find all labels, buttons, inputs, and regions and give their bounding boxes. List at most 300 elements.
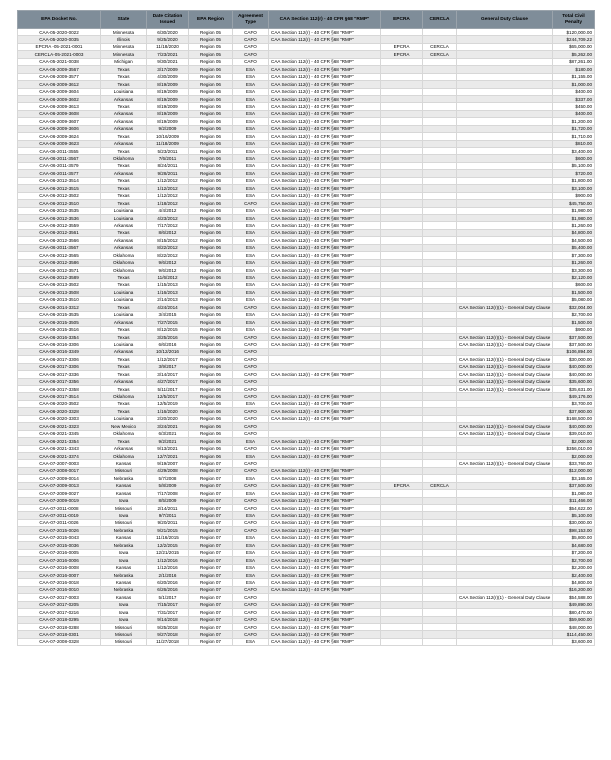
table-row xyxy=(18,616,595,623)
cercla-cell xyxy=(423,408,457,415)
epcra-cell xyxy=(381,542,423,549)
gdc-cell: CAA Section 112(r)(1) - General Duty Clause xyxy=(457,460,553,467)
date-cell: 8/12/2015 xyxy=(147,326,189,333)
epcra-cell xyxy=(381,237,423,244)
agreement-cell: CAFO xyxy=(233,371,269,378)
state-cell: Arkansas xyxy=(101,237,147,244)
caa-rmp-cell: CAA Section 112(r) - 40 CFR §68 "RMP" xyxy=(269,512,381,519)
region-cell: Region 07 xyxy=(189,609,233,616)
penalty-cell: $30,000.00 xyxy=(553,356,595,363)
region-cell: Region 06 xyxy=(189,148,233,155)
region-cell: Region 06 xyxy=(189,311,233,318)
table-row xyxy=(18,430,595,437)
table-row xyxy=(18,200,595,207)
caa-rmp-cell xyxy=(269,460,381,467)
state-cell: Iowa xyxy=(101,497,147,504)
agreement-cell: ESA xyxy=(233,557,269,564)
region-cell: Region 06 xyxy=(189,267,233,274)
region-cell: Region 06 xyxy=(189,319,233,326)
cercla-cell xyxy=(423,214,457,221)
docket-cell: EPCRA -05-2021-0001 xyxy=(18,43,101,50)
docket-cell: CAA-06-2017-3306 xyxy=(18,356,101,363)
table-row xyxy=(18,214,595,221)
date-cell: 1/12/2016 xyxy=(147,557,189,564)
region-cell: Region 07 xyxy=(189,475,233,482)
penalty-cell: $900.00 xyxy=(553,326,595,333)
cercla-cell xyxy=(423,586,457,593)
caa-rmp-cell xyxy=(269,594,381,601)
docket-cell: CAA-06-2017-3306 xyxy=(18,363,101,370)
caa-rmp-cell: CAA Section 112(r) - 40 CFR §68 "RMP" xyxy=(269,549,381,556)
docket-cell: CAA-07-2008-0017 xyxy=(18,467,101,474)
region-cell: Region 06 xyxy=(189,415,233,422)
docket-cell: CAA-06-2012-3561 xyxy=(18,229,101,236)
region-cell: Region 06 xyxy=(189,393,233,400)
state-cell: Illinois xyxy=(101,36,147,43)
cercla-cell xyxy=(423,557,457,564)
region-cell: Region 06 xyxy=(189,371,233,378)
cercla-cell xyxy=(423,110,457,117)
state-cell: Kansas xyxy=(101,594,147,601)
caa-rmp-cell: CAA Section 112(r) - 40 CFR §68 "RMP" xyxy=(269,274,381,281)
cercla-cell xyxy=(423,423,457,430)
cercla-cell xyxy=(423,624,457,631)
docket-cell: CAA-06-2011-3577 xyxy=(18,170,101,177)
region-cell: Region 06 xyxy=(189,289,233,296)
caa-rmp-cell: CAA Section 112(r) - 40 CFR §68 "RMP" xyxy=(269,505,381,512)
penalty-cell: $45,750.00 xyxy=(553,200,595,207)
epcra-cell xyxy=(381,73,423,80)
state-cell: Kansas xyxy=(101,579,147,586)
cercla-cell xyxy=(423,222,457,229)
date-cell: 7/31/2017 xyxy=(147,609,189,616)
region-cell: Region 06 xyxy=(189,73,233,80)
docket-cell: CAA-06-2009-3577 xyxy=(18,73,101,80)
cercla-cell xyxy=(423,289,457,296)
cercla-cell xyxy=(423,467,457,474)
region-cell: Region 07 xyxy=(189,571,233,578)
docket-cell: CAA-06-2013-3510 xyxy=(18,296,101,303)
cercla-cell xyxy=(423,88,457,95)
caa-rmp-cell: CAA Section 112(r) - 40 CFR §68 "RMP" xyxy=(269,586,381,593)
date-cell: 11/18/2020 xyxy=(147,43,189,50)
agreement-cell: ESA xyxy=(233,73,269,80)
penalty-cell: $5,100.00 xyxy=(553,512,595,519)
gdc-cell xyxy=(457,125,553,132)
region-cell: Region 06 xyxy=(189,185,233,192)
gdc-cell: CAA Section 112(r)(1) - General Duty Clause xyxy=(457,304,553,311)
epcra-cell: EPCRA xyxy=(381,482,423,489)
caa-rmp-cell: CAA Section 112(r) - 40 CFR §68 "RMP" xyxy=(269,341,381,348)
date-cell: 11/18/2009 xyxy=(147,140,189,147)
gdc-cell xyxy=(457,571,553,578)
docket-cell: CAA-06-2012-3589 xyxy=(18,274,101,281)
state-cell: Iowa xyxy=(101,512,147,519)
table-row xyxy=(18,408,595,415)
docket-cell: CAA-06-2009-3623 xyxy=(18,140,101,147)
gdc-cell xyxy=(457,36,553,43)
agreement-cell: ESA xyxy=(233,207,269,214)
state-cell: Texas xyxy=(101,304,147,311)
region-cell: Region 06 xyxy=(189,296,233,303)
penalty-cell: $40,000.00 xyxy=(553,371,595,378)
penalty-cell: $3,165.00 xyxy=(553,475,595,482)
cercla-cell xyxy=(423,378,457,385)
table-row xyxy=(18,512,595,519)
docket-cell: CAA-05-2020-0022 xyxy=(18,29,101,36)
gdc-cell xyxy=(457,482,553,489)
agreement-cell: ESA xyxy=(233,571,269,578)
epcra-cell xyxy=(381,631,423,638)
caa-rmp-cell: CAA Section 112(r) - 40 CFR §68 "RMP" xyxy=(269,482,381,489)
gdc-cell xyxy=(457,505,553,512)
cercla-cell xyxy=(423,237,457,244)
state-cell: Oklahoma xyxy=(101,267,147,274)
cercla-cell xyxy=(423,475,457,482)
table-row xyxy=(18,564,595,571)
region-cell: Region 06 xyxy=(189,386,233,393)
date-cell: 1/12/2012 xyxy=(147,185,189,192)
agreement-cell: CAFO xyxy=(233,631,269,638)
date-cell: 7/6/2011 xyxy=(147,155,189,162)
state-cell: Missouri xyxy=(101,467,147,474)
docket-cell: CAA-05-2021-0038 xyxy=(18,58,101,65)
table-row xyxy=(18,110,595,117)
table-row xyxy=(18,557,595,564)
date-cell: 11/16/2015 xyxy=(147,534,189,541)
gdc-cell xyxy=(457,110,553,117)
table-row xyxy=(18,259,595,266)
epcra-cell xyxy=(381,252,423,259)
table-row xyxy=(18,237,595,244)
gdc-cell xyxy=(457,512,553,519)
docket-cell: CAA-06-2013-3508 xyxy=(18,289,101,296)
cercla-cell xyxy=(423,252,457,259)
gdc-cell xyxy=(457,557,553,564)
region-cell: Region 06 xyxy=(189,244,233,251)
date-cell: 8/22/2012 xyxy=(147,252,189,259)
date-cell: 12/7/2021 xyxy=(147,452,189,459)
docket-cell: CAA-07-2009-0019 xyxy=(18,497,101,504)
region-cell: Region 06 xyxy=(189,400,233,407)
caa-rmp-cell: CAA Section 112(r) - 40 CFR §68 "RMP" xyxy=(269,519,381,526)
penalty-cell: $5,800.00 xyxy=(553,534,595,541)
epcra-cell xyxy=(381,140,423,147)
agreement-cell: ESA xyxy=(233,319,269,326)
epcra-cell xyxy=(381,341,423,348)
table-row xyxy=(18,460,595,467)
state-cell: Kansas xyxy=(101,482,147,489)
gdc-cell: CAA Section 112(r)(1) - General Duty Clause xyxy=(457,423,553,430)
epcra-cell xyxy=(381,207,423,214)
agreement-cell: ESA xyxy=(233,88,269,95)
penalty-cell: $1,980.00 xyxy=(553,214,595,221)
agreement-cell: ESA xyxy=(233,400,269,407)
agreement-cell: ESA xyxy=(233,490,269,497)
epcra-cell xyxy=(381,549,423,556)
epcra-cell xyxy=(381,289,423,296)
penalty-cell: $2,200.00 xyxy=(553,564,595,571)
epcra-cell xyxy=(381,304,423,311)
date-cell: 10/16/2009 xyxy=(147,133,189,140)
state-cell: Iowa xyxy=(101,609,147,616)
docket-cell: CAA-06-2012-3510 xyxy=(18,200,101,207)
date-cell: 12/5/2017 xyxy=(147,393,189,400)
gdc-cell xyxy=(457,207,553,214)
epcra-cell xyxy=(381,125,423,132)
penalty-cell: $7,300.00 xyxy=(553,252,595,259)
date-cell: 5/7/2008 xyxy=(147,475,189,482)
region-cell: Region 06 xyxy=(189,408,233,415)
table-row xyxy=(18,356,595,363)
penalty-cell: $1,000.00 xyxy=(553,81,595,88)
docket-cell: CAA-06-2009-3604 xyxy=(18,88,101,95)
col-header-state: State xyxy=(101,11,147,29)
caa-rmp-cell: CAA Section 112(r) - 40 CFR §68 "RMP" xyxy=(269,445,381,452)
table-row xyxy=(18,207,595,214)
epcra-cell xyxy=(381,81,423,88)
cercla-cell xyxy=(423,616,457,623)
penalty-cell: $1,080.00 xyxy=(553,490,595,497)
date-cell: 4/4/2012 xyxy=(147,207,189,214)
caa-rmp-cell: CAA Section 112(r) - 40 CFR §68 "RMP" xyxy=(269,140,381,147)
state-cell: Texas xyxy=(101,386,147,393)
cercla-cell xyxy=(423,333,457,340)
epcra-cell xyxy=(381,133,423,140)
state-cell: Minnesota xyxy=(101,29,147,36)
agreement-cell: ESA xyxy=(233,638,269,645)
epcra-cell xyxy=(381,490,423,497)
date-cell: 7/17/2012 xyxy=(147,222,189,229)
header-row xyxy=(18,11,595,29)
cercla-cell xyxy=(423,460,457,467)
penalty-cell: $87,261.00 xyxy=(553,58,595,65)
caa-rmp-cell xyxy=(269,51,381,58)
penalty-cell: $54,588.00 xyxy=(553,594,595,601)
region-cell: Region 05 xyxy=(189,58,233,65)
caa-rmp-cell: CAA Section 112(r) - 40 CFR §68 "RMP" xyxy=(269,214,381,221)
penalty-cell: $720.00 xyxy=(553,170,595,177)
state-cell: Missouri xyxy=(101,624,147,631)
cercla-cell xyxy=(423,415,457,422)
state-cell: Louisiana xyxy=(101,289,147,296)
cercla-cell xyxy=(423,95,457,102)
table-row xyxy=(18,148,595,155)
docket-cell: CAA-06-2020-3328 xyxy=(18,408,101,415)
penalty-cell: $32,004.00 xyxy=(553,304,595,311)
penalty-cell: $2,000.00 xyxy=(553,452,595,459)
caa-rmp-cell: CAA Section 112(r) - 40 CFR §68 "RMP" xyxy=(269,534,381,541)
agreement-cell: CAFO xyxy=(233,624,269,631)
docket-cell: CAA-06-2009-3606 xyxy=(18,125,101,132)
agreement-cell: CAFO xyxy=(233,378,269,385)
date-cell: 9/27/2018 xyxy=(147,631,189,638)
agreement-cell: CAFO xyxy=(233,586,269,593)
epcra-cell xyxy=(381,274,423,281)
penalty-cell: $1,500.00 xyxy=(553,289,595,296)
docket-cell: CAA-06-2009-3567 xyxy=(18,66,101,73)
col-header-docket: EPA Docket No. xyxy=(18,11,101,29)
penalty-cell: $1,200.00 xyxy=(553,118,595,125)
date-cell: 3/14/2017 xyxy=(147,371,189,378)
penalty-cell: $37,500.00 xyxy=(553,341,595,348)
gdc-cell xyxy=(457,148,553,155)
agreement-cell: ESA xyxy=(233,110,269,117)
date-cell: 4/27/2017 xyxy=(147,378,189,385)
epcra-cell xyxy=(381,222,423,229)
state-cell: Arkansas xyxy=(101,244,147,251)
region-cell: Region 07 xyxy=(189,482,233,489)
docket-cell: CAA-06-2012-3535 xyxy=(18,207,101,214)
region-cell: Region 07 xyxy=(189,512,233,519)
date-cell: 7/27/2015 xyxy=(147,319,189,326)
caa-rmp-cell: CAA Section 112(r) - 40 CFR §68 "RMP" xyxy=(269,125,381,132)
state-cell: Missouri xyxy=(101,638,147,645)
gdc-cell xyxy=(457,445,553,452)
docket-cell: CAA-06-2021-3354 xyxy=(18,438,101,445)
region-cell: Region 06 xyxy=(189,237,233,244)
epcra-cell xyxy=(381,512,423,519)
gdc-cell: CAA Section 112(r)(1) - General Duty Clause xyxy=(457,378,553,385)
region-cell: Region 06 xyxy=(189,118,233,125)
state-cell: Arkansas xyxy=(101,378,147,385)
agreement-cell: ESA xyxy=(233,140,269,147)
caa-rmp-cell: CAA Section 112(r) - 40 CFR §68 "RMP" xyxy=(269,148,381,155)
state-cell: Texas xyxy=(101,73,147,80)
region-cell: Region 05 xyxy=(189,43,233,50)
docket-cell: CAA-07-2018-0301 xyxy=(18,631,101,638)
docket-cell: CAA-07-2017-0003 xyxy=(18,594,101,601)
gdc-cell xyxy=(457,170,553,177)
agreement-cell: CAFO xyxy=(233,609,269,616)
epcra-cell xyxy=(381,371,423,378)
docket-cell: CAA-07-2011-0019 xyxy=(18,512,101,519)
date-cell: 1/15/2013 xyxy=(147,281,189,288)
caa-rmp-cell: CAA Section 112(r) - 40 CFR §68 "RMP" xyxy=(269,81,381,88)
caa-rmp-cell: CAA Section 112(r) - 40 CFR §68 "RMP" xyxy=(269,170,381,177)
date-cell: 1/12/2012 xyxy=(147,192,189,199)
gdc-cell xyxy=(457,534,553,541)
penalty-cell: $37,500.00 xyxy=(553,482,595,489)
date-cell: 6/26/2016 xyxy=(147,586,189,593)
docket-cell: CAA-06-2012-3515 xyxy=(18,185,101,192)
penalty-cell: $5,100.00 xyxy=(553,162,595,169)
state-cell: Missouri xyxy=(101,631,147,638)
date-cell: 6/3/2021 xyxy=(147,430,189,437)
date-cell: 9/2/2021 xyxy=(147,438,189,445)
date-cell: 8/19/2009 xyxy=(147,103,189,110)
region-cell: Region 06 xyxy=(189,95,233,102)
region-cell: Region 05 xyxy=(189,36,233,43)
state-cell: Arkansas xyxy=(101,110,147,117)
date-cell: 5/11/2017 xyxy=(147,386,189,393)
gdc-cell xyxy=(457,281,553,288)
caa-rmp-cell: CAA Section 112(r) - 40 CFR §68 "RMP" xyxy=(269,36,381,43)
date-cell: 4/23/2012 xyxy=(147,214,189,221)
table-row xyxy=(18,296,595,303)
gdc-cell xyxy=(457,214,553,221)
agreement-cell: CAFO xyxy=(233,200,269,207)
region-cell: Region 06 xyxy=(189,200,233,207)
gdc-cell: CAA Section 112(r)(1) - General Duty Clause xyxy=(457,386,553,393)
region-cell: Region 06 xyxy=(189,170,233,177)
gdc-cell xyxy=(457,133,553,140)
epcra-cell xyxy=(381,594,423,601)
agreement-cell: CAFO xyxy=(233,467,269,474)
table-row xyxy=(18,527,595,534)
agreement-cell: CAFO xyxy=(233,356,269,363)
epcra-cell xyxy=(381,534,423,541)
cercla-cell xyxy=(423,140,457,147)
state-cell: Arkansas xyxy=(101,170,147,177)
gdc-cell xyxy=(457,490,553,497)
table-row xyxy=(18,103,595,110)
region-cell: Region 06 xyxy=(189,274,233,281)
agreement-cell: ESA xyxy=(233,296,269,303)
docket-cell: CAA-07-2015-0036 xyxy=(18,542,101,549)
cercla-cell xyxy=(423,125,457,132)
agreement-cell: ESA xyxy=(233,133,269,140)
gdc-cell xyxy=(457,177,553,184)
region-cell: Region 06 xyxy=(189,81,233,88)
date-cell: 1/12/2017 xyxy=(147,356,189,363)
agreement-cell: ESA xyxy=(233,237,269,244)
state-cell: Texas xyxy=(101,192,147,199)
epcra-cell xyxy=(381,118,423,125)
epcra-cell xyxy=(381,326,423,333)
agreement-cell: ESA xyxy=(233,259,269,266)
gdc-cell xyxy=(457,438,553,445)
caa-rmp-cell: CAA Section 112(r) - 40 CFR §68 "RMP" xyxy=(269,631,381,638)
table-row xyxy=(18,36,595,43)
penalty-cell: $39,010.00 xyxy=(553,430,595,437)
cercla-cell xyxy=(423,519,457,526)
caa-rmp-cell: CAA Section 112(r) - 40 CFR §68 "RMP" xyxy=(269,408,381,415)
docket-cell: CAA-06-2016-3354 xyxy=(18,333,101,340)
state-cell: Arkansas xyxy=(101,319,147,326)
docket-cell: CAA-06-2011-3579 xyxy=(18,162,101,169)
state-cell: Iowa xyxy=(101,557,147,564)
date-cell: 9/19/2007 xyxy=(147,460,189,467)
epcra-cell xyxy=(381,571,423,578)
caa-rmp-cell: CAA Section 112(r) - 40 CFR §68 "RMP" xyxy=(269,438,381,445)
caa-rmp-cell: CAA Section 112(r) - 40 CFR §68 "RMP" xyxy=(269,155,381,162)
state-cell: Nebraska xyxy=(101,542,147,549)
agreement-cell: ESA xyxy=(233,244,269,251)
caa-rmp-cell: CAA Section 112(r) - 40 CFR §68 "RMP" xyxy=(269,475,381,482)
cercla-cell xyxy=(423,497,457,504)
agreement-cell: CAFO xyxy=(233,415,269,422)
table-row xyxy=(18,95,595,102)
region-cell: Region 07 xyxy=(189,467,233,474)
date-cell: 12/2/2015 xyxy=(147,542,189,549)
cercla-cell xyxy=(423,229,457,236)
cercla-cell xyxy=(423,542,457,549)
gdc-cell: CAA Section 112(r)(1) - General Duty Clause xyxy=(457,371,553,378)
date-cell: 8/19/2009 xyxy=(147,110,189,117)
docket-cell: CAA-06-2012-3566 xyxy=(18,237,101,244)
gdc-cell: CAA Section 112(r)(1) - General Duty Clause xyxy=(457,341,553,348)
cercla-cell xyxy=(423,155,457,162)
state-cell: Texas xyxy=(101,371,147,378)
agreement-cell: ESA xyxy=(233,66,269,73)
agreement-cell: ESA xyxy=(233,185,269,192)
table-row xyxy=(18,252,595,259)
agreement-cell: ESA xyxy=(233,148,269,155)
region-cell: Region 06 xyxy=(189,66,233,73)
docket-cell: CAA-06-2021-3345 xyxy=(18,430,101,437)
agreement-cell: ESA xyxy=(233,326,269,333)
